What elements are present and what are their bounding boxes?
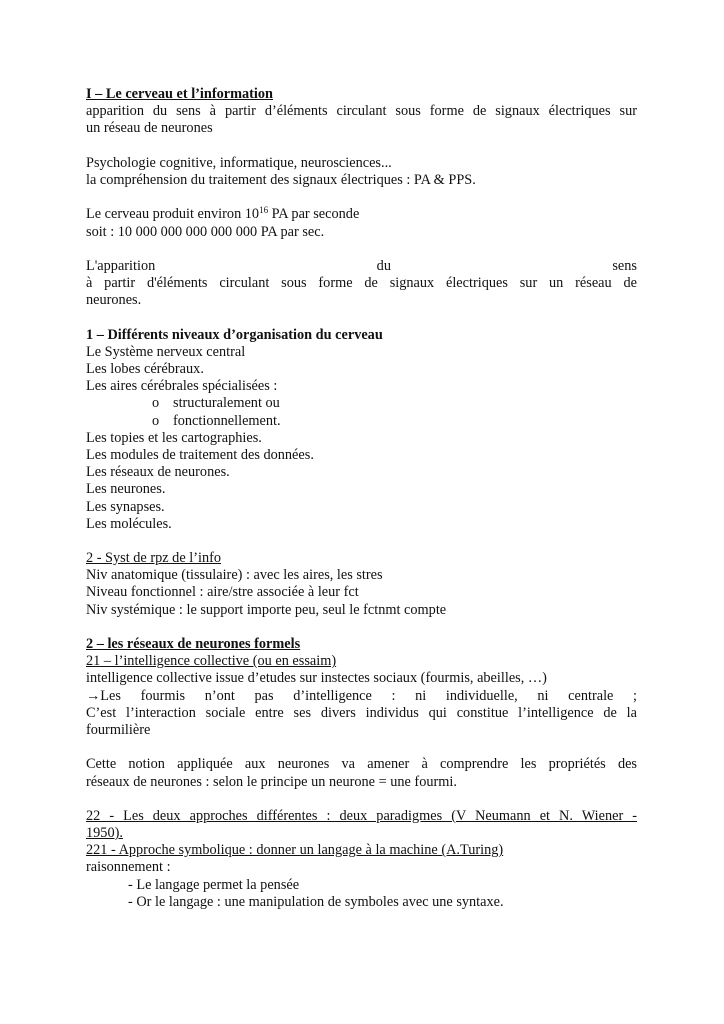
paragraph-line [86, 688, 637, 705]
list-item: Les synapses. [86, 498, 165, 515]
paragraph-line: Niv systémique : le support importe peu, seul le fctnmt compte [86, 601, 447, 618]
section-heading: I – Le cerveau et l’information [86, 86, 274, 102]
bullet-item [86, 395, 637, 412]
text: Le cerveau produit environ 10 [86, 206, 260, 223]
paragraph-line: raisonnement : [86, 859, 171, 876]
list-item: Le Système nerveux central [86, 343, 246, 360]
arrow-icon: → [86, 687, 101, 704]
section-heading: 2 – les réseaux de neurones formels [86, 636, 301, 652]
bullet-item [86, 413, 637, 430]
list-item: Les topies et les cartographies. [86, 429, 262, 446]
paragraph-line: intelligence collective issue d’etudes sur instectes sociaux (fourmis, abeilles, …) [86, 670, 547, 687]
text: Les fourmis n’ont pas d’intelligence : ni individuelle, ni centrale ; [100, 687, 637, 704]
paragraph-line: la compréhension du traitement des signaux électriques : PA & PPS. [86, 171, 476, 188]
list-item: Les molécules. [86, 515, 172, 532]
paragraph-line: Niveau fonctionnel : aire/stre associée à leur fct [86, 584, 359, 601]
paragraph-line: neurones. [86, 292, 142, 309]
bullet-icon: o [152, 395, 160, 412]
text: PA par seconde [268, 206, 360, 223]
subsection-heading: 22 - Les deux approches différentes : deux paradigmes (V Neumann et N. Wiener - [86, 807, 637, 824]
subsection-heading: 2 - Syst de rpz de l’info [86, 550, 221, 567]
section-heading: 1 – Différents niveaux d’organisation du cerveau [86, 326, 383, 343]
dash-item: - Le langage permet la pensée [128, 876, 300, 893]
list-item: Les neurones. [86, 481, 166, 498]
bullet-text: fonctionnellement. [173, 412, 281, 429]
paragraph-line: à partir d'éléments circulant sous forme de signaux électriques sur un réseau de [86, 275, 637, 292]
dash-item: - Or le langage : une manipulation de symboles avec une syntaxe. [128, 893, 504, 910]
paragraph-line [86, 206, 637, 223]
paragraph-line: Psychologie cognitive, informatique, neurosciences... [86, 154, 392, 171]
bullet-icon: o [152, 412, 160, 429]
document-page [86, 86, 637, 911]
paragraph-line: apparition du sens à partir d’éléments circulant sous forme de signaux électriques sur [86, 103, 637, 120]
list-item: Les lobes cérébraux. [86, 361, 204, 377]
bullet-text: structuralement ou [173, 395, 280, 412]
subsection-heading: 221 - Approche symbolique : donner un langage à la machine (A.Turing) [86, 842, 504, 859]
paragraph-line: L'apparition du sens [86, 257, 637, 274]
list-item: Les modules de traitement des données. [86, 446, 314, 463]
paragraph-line: soit : 10 000 000 000 000 000 PA par sec. [86, 223, 325, 240]
paragraph-line: un réseau de neurones [86, 120, 213, 137]
paragraph-line: Niv anatomique (tissulaire) : avec les aires, les stres [86, 567, 383, 584]
paragraph-line: C’est l’interaction sociale entre ses divers individus qui constitue l’intelligence de la [86, 704, 637, 721]
paragraph-line: réseaux de neurones : selon le principe un neurone = une fourmi. [86, 773, 457, 790]
paragraph-line: Cette notion appliquée aux neurones va amener à comprendre les propriétés des [86, 756, 637, 773]
list-item: Les réseaux de neurones. [86, 464, 230, 481]
subsection-heading: 1950). [86, 825, 123, 842]
paragraph-line: fourmilière [86, 721, 151, 738]
list-item: Les aires cérébrales spécialisées : [86, 378, 278, 395]
subsection-heading: 21 – l’intelligence collective (ou en essaim) [86, 653, 337, 670]
exponent: 16 [259, 205, 269, 216]
